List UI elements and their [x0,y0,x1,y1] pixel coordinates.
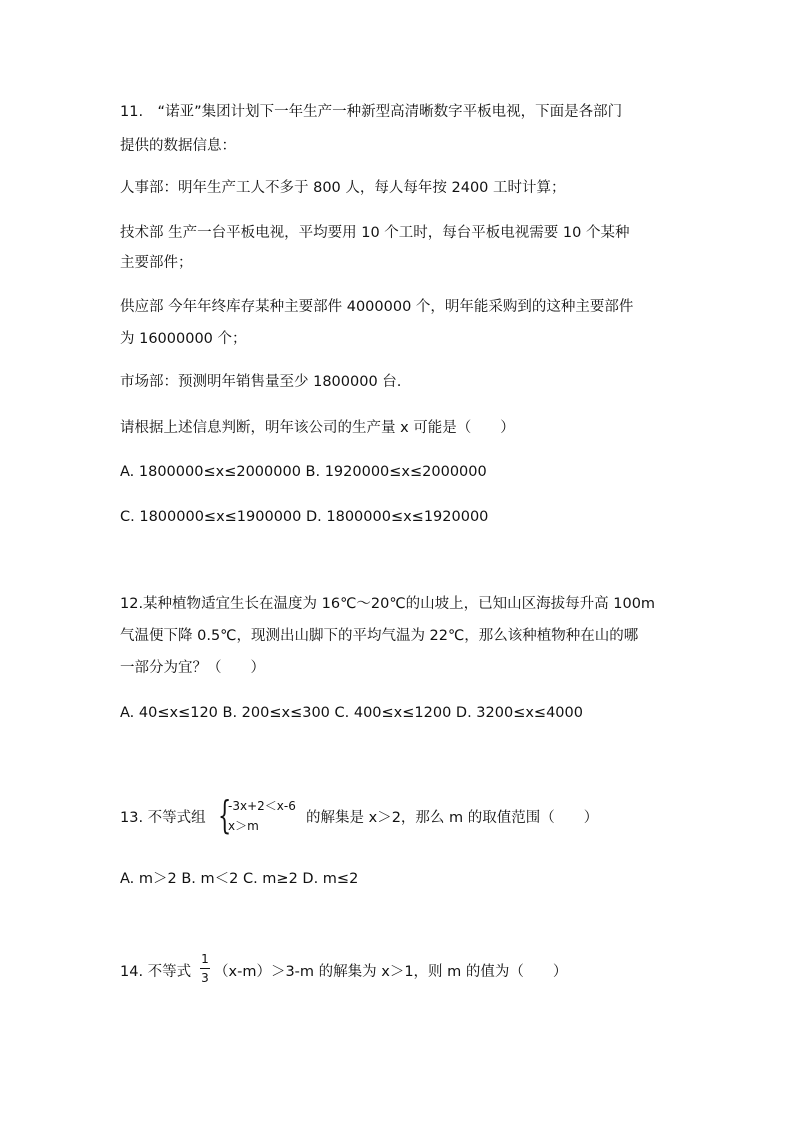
q13-system-rows [228,796,296,836]
q14-fraction [200,950,210,987]
q13-prefix: 13. 不等式组 [120,810,206,826]
q11-options-row-1: A. 1800000≤x≤2000000 B. 1920000≤x≤2000000 [120,464,487,480]
q14-prefix: 14. 不等式 [120,964,192,980]
left-brace-icon: { [218,793,232,837]
q11-line-4: 技术部 生产一台平板电视，平均要用 10 个工时，每台平板电视需要 10 个某种 [120,225,630,241]
q12-line-2: 气温便下降 0.5℃，现测出山脚下的平均气温为 22℃，那么该种植物种在山的哪 [120,628,639,644]
q11-line-6: 供应部 今年年终库存某种主要部件 4000000 个，明年能采购到的这种主要部件 [120,299,634,315]
q11-line-5: 主要部件； [120,255,193,271]
q11-options-row-2: C. 1800000≤x≤1900000 D. 1800000≤x≤1920000 [120,509,489,525]
q11-question: 请根据上述信息判断，明年该公司的生产量 x 可能是（ ） [120,420,515,436]
q13-row-1: -3x+2＜x-6 [228,799,296,813]
q11-line-2: 提供的数据信息： [120,138,236,154]
q11-line-8: 市场部：预测明年销售量至少 1800000 台. [120,374,402,390]
q12-line-3: 一部分为宜？（ ） [120,660,265,676]
q12-options: A. 40≤x≤120 B. 200≤x≤300 C. 400≤x≤1200 D. 3200≤x≤4000 [120,705,583,721]
q11-line-1: 11. “诺亚”集团计划下一年生产一种新型高清晰数字平板电视，下面是各部门 [120,104,623,120]
q12-line-1: 12.某种植物适宜生长在温度为 16℃～20℃的山坡上，已知山区海拔每升高 100m [120,596,656,612]
q14-numerator: 1 [200,950,210,969]
q11-line-3: 人事部：明年生产工人不多于 800 人，每人每年按 2400 工时计算； [120,180,566,196]
q14-suffix: （x-m）＞3-m 的解集为 x＞1，则 m 的值为（ ） [214,964,568,980]
q13-row-2: x＞m [228,819,259,833]
q11-line-7: 为 16000000 个； [120,331,247,347]
q13-options: A. m＞2 B. m＜2 C. m≥2 D. m≤2 [120,871,359,887]
q13-suffix: 的解集是 x＞2，那么 m 的取值范围（ ） [306,810,599,826]
q14-denominator: 3 [201,971,209,985]
